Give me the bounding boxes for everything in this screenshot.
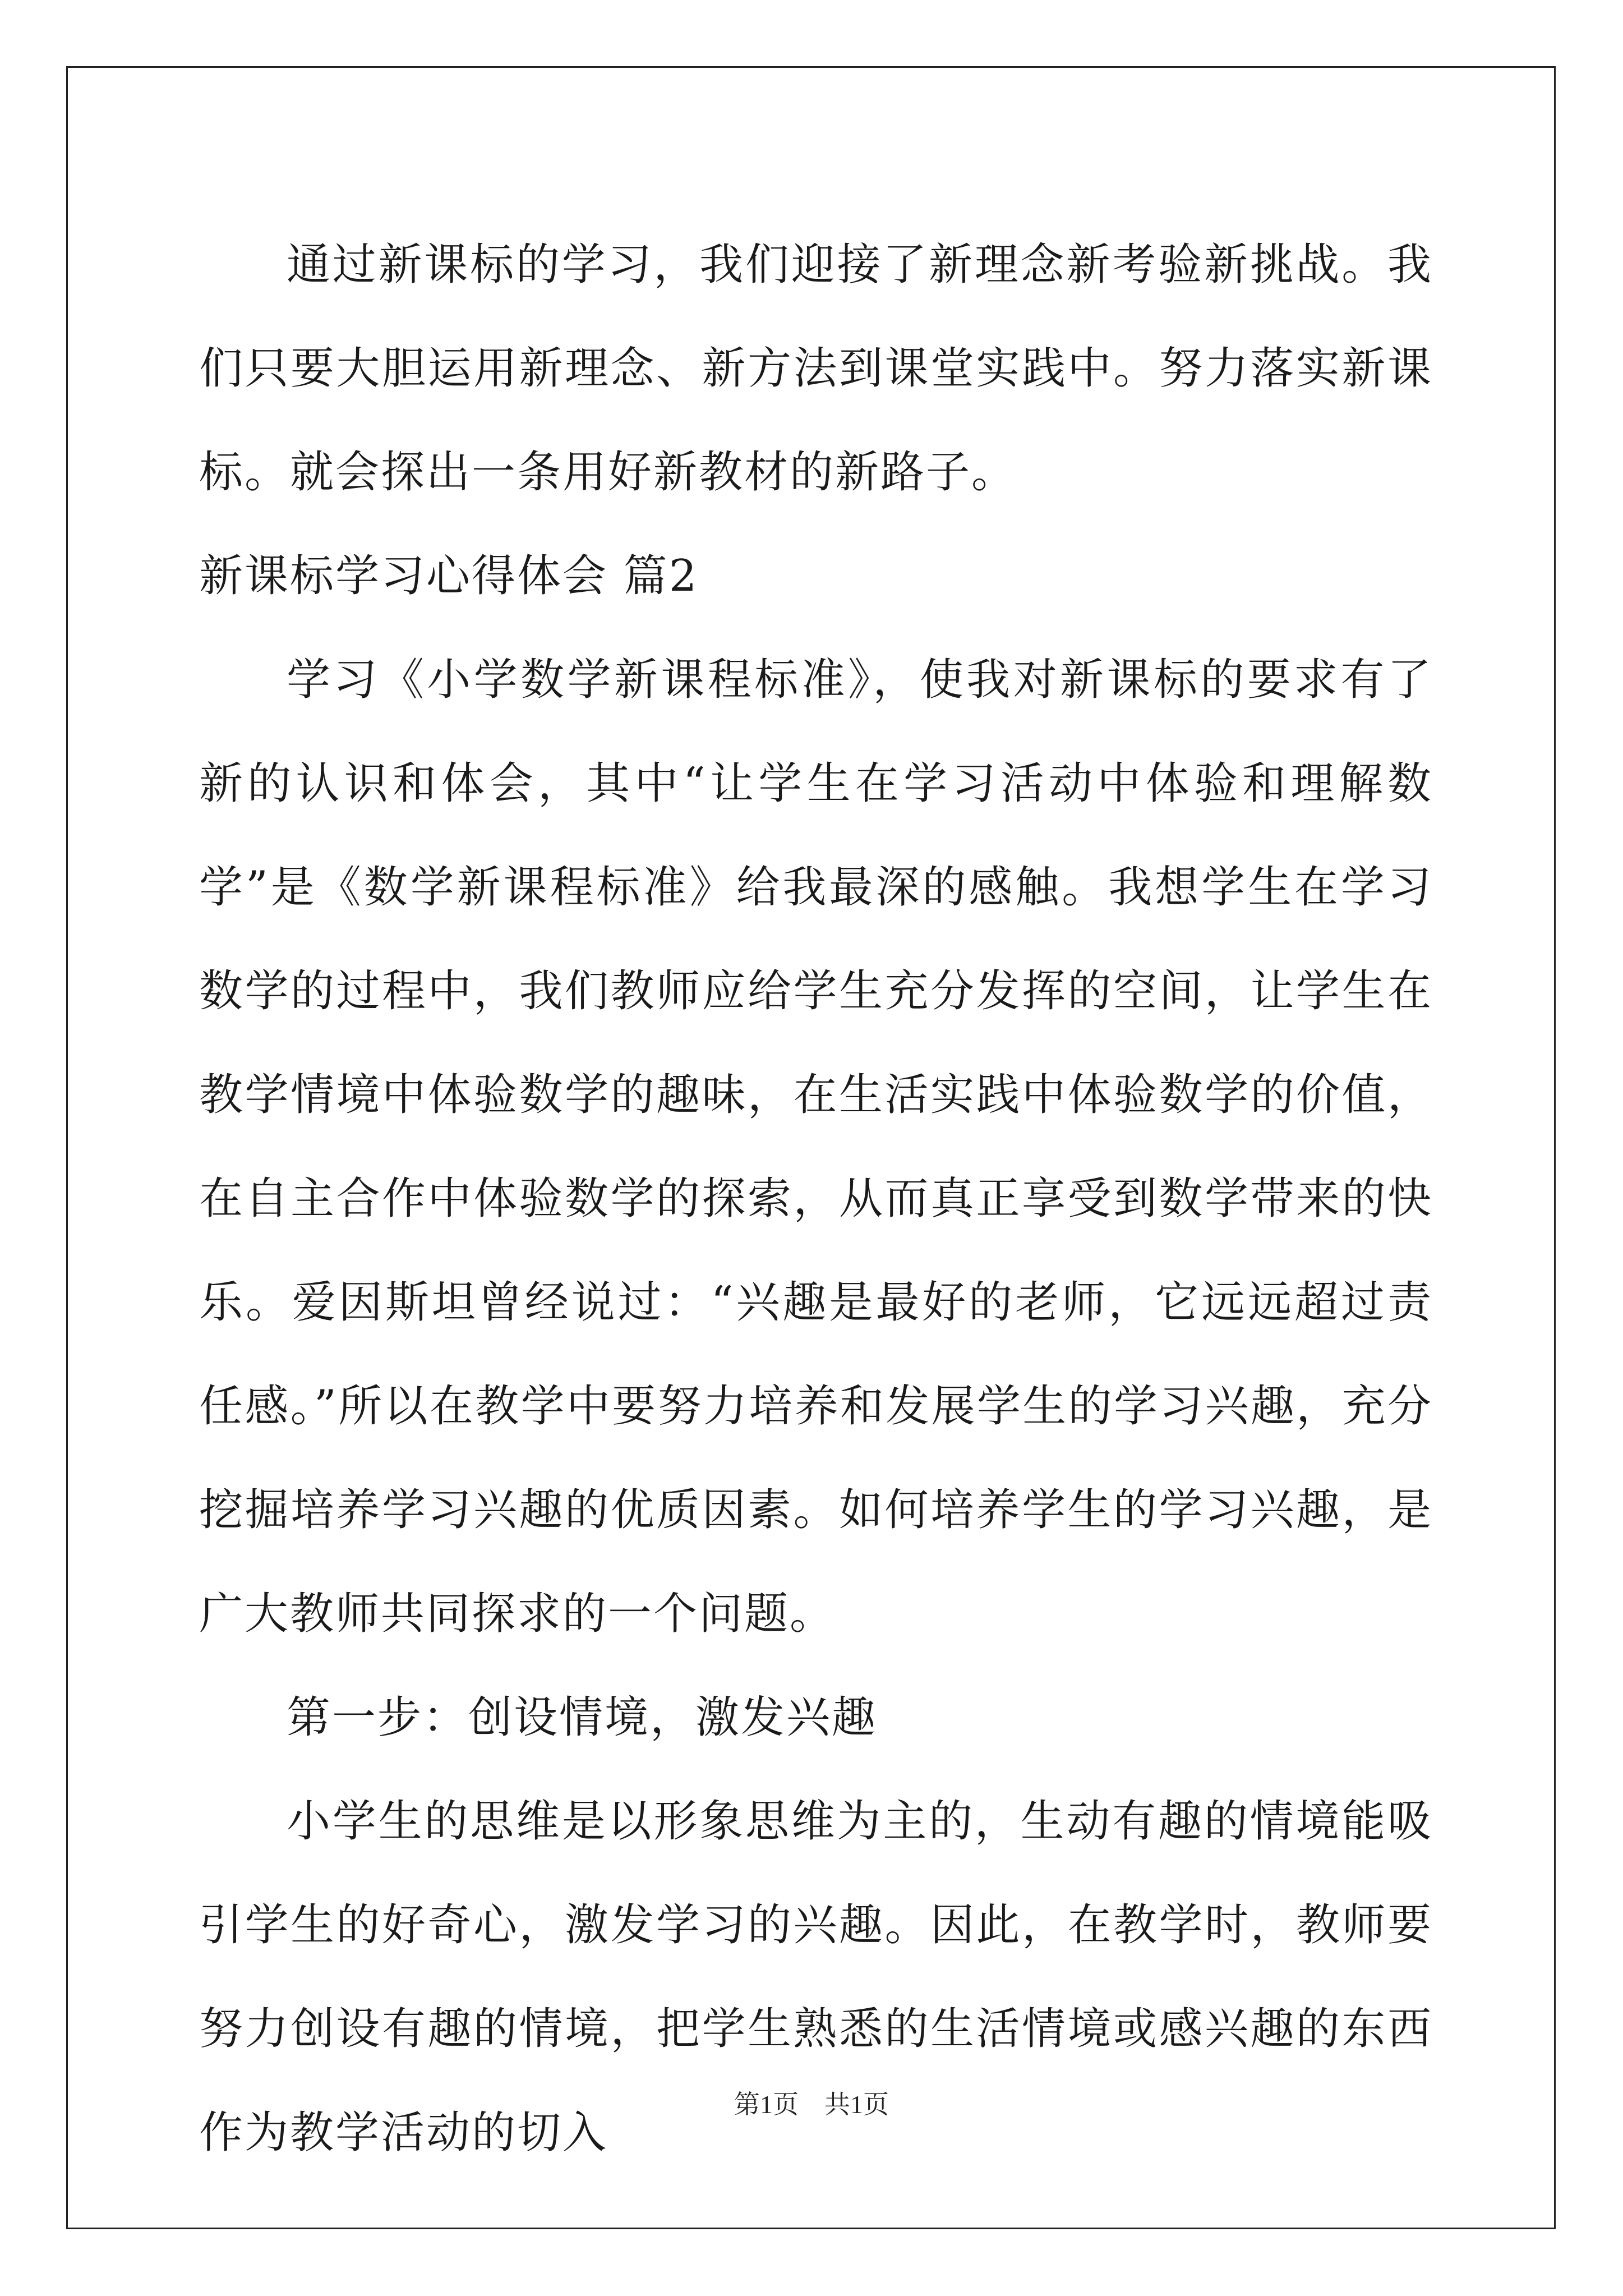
document-body: [199, 213, 1433, 2185]
paragraph-intro-summary: 通过新课标的学习，我们迎接了新理念新考验新挑战。我们只要大胆运用新理念、新方法到课堂实践中。努力落实新课标。就会探出一条用好新教材的新路子。: [199, 240, 1433, 498]
paragraph-curriculum-reflection: 学习《小学数学新课程标准》，使我对新课标的要求有了新的认识和体会，其中“让学生在学习活动中体验和理解数学”是《数学新课程标准》给我最深的感触。我想学生在学习数学的过程中，我们教师应给学生充分发挥的空间，让学生在教学情境中体验数学的趣味，在生活实践中体验数学的价值，在自主合作中体验数学的探索，从而真正享受到数学带来的快乐。爱因斯坦曾经说过：“兴趣是最好的老师，它远远超过责任感。”所以在教学中要努力培养和发展学生的学习兴趣，充分挖掘培养学习兴趣的优质因素。如何培养学生的学习兴趣，是广大教师共同探求的一个问题。: [199, 655, 1433, 1639]
paragraph-create-situation: 小学生的思维是以形象思维为主的，生动有趣的情境能吸引学生的好奇心，激发学习的兴趣。因此，在教学时，教师要努力创设有趣的情境，把学生熟悉的生活情境或感兴趣的东西作为教学活动的切入: [199, 1796, 1433, 2158]
section-heading: 新课标学习心得体会 篇2: [199, 551, 699, 601]
page-number-footer: 第1页 共1页: [734, 2090, 889, 2119]
step-heading-one: 第一步：创设情境，激发兴趣: [287, 1692, 878, 1743]
